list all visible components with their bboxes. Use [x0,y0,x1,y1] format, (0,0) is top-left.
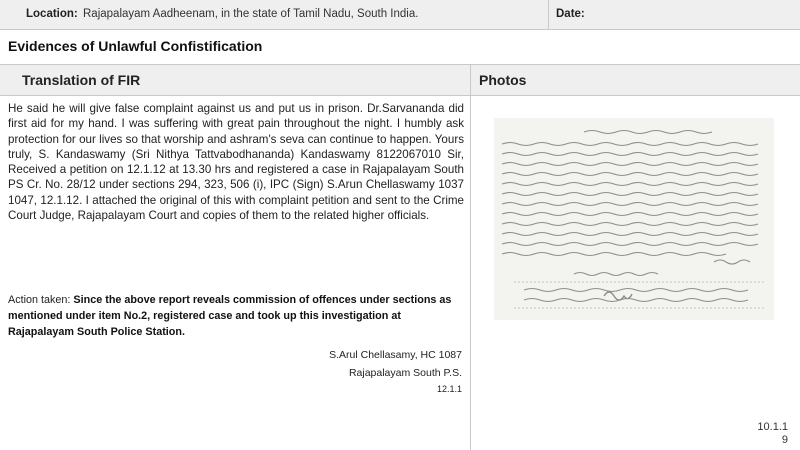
location-label: Location: [26,8,78,20]
fir-document-photo [494,118,774,320]
column-divider [470,64,471,450]
photos-header [471,65,800,95]
location-cell [0,0,549,29]
signature-date: 12.1.1 [436,384,462,394]
location-value: Rajapalayam Aadheenam, in the state of Tamil Nadu, South India. [83,8,419,20]
handwritten-document-image [494,118,774,320]
signature-station: Rajapalayam South P.S. [348,367,462,379]
translation-header [0,65,470,95]
action-label: Action taken: [8,294,74,306]
header-bar [0,0,800,30]
action-text: Since the above report reveals commission of offences under sections as mentioned under item No.2, registered case and took up this investigation at Rajapalayam South Police Station. [8,294,452,338]
page-title: Evidences of Unlawful Confistification [8,38,263,54]
action-taken [8,292,464,340]
date-label: Date: [556,8,585,20]
page-number-suffix: 9 [781,434,788,446]
page-number: 10.1.1 [757,421,788,433]
divider [0,95,800,96]
fir-translation-text: He said he will give false complaint against us and put us in prison. Dr.Sarvananda did first aid for my hand. I was suffering with great pain throughout the night. I humbly ask protection for our lives so that worship and ashram's seva can continue to happen. Yours truly, S. Kandaswamy (Sri Nithya Tattvabodhananda) Kandaswamy 8122067010 Sir, Received a petition on 12.1.12 at 13.30 hrs and registered a case in Rajapalayam South PS Cr. No. 28/12 under sections 294, 323, 506 (i), IPC (Sign) S.Arun Chellaswamy 1037 1047, 12.1.12. I attached the original of this with complaint petition and sent to the Crime Court Judge, Rajapalayam Court and copies of them to the related higher officials. [8,102,464,223]
signature-name: S.Arul Chellasamy, HC 1087 [329,349,462,361]
photos-header-label: Photos [479,72,527,88]
translation-header-label: Translation of FIR [22,72,141,88]
